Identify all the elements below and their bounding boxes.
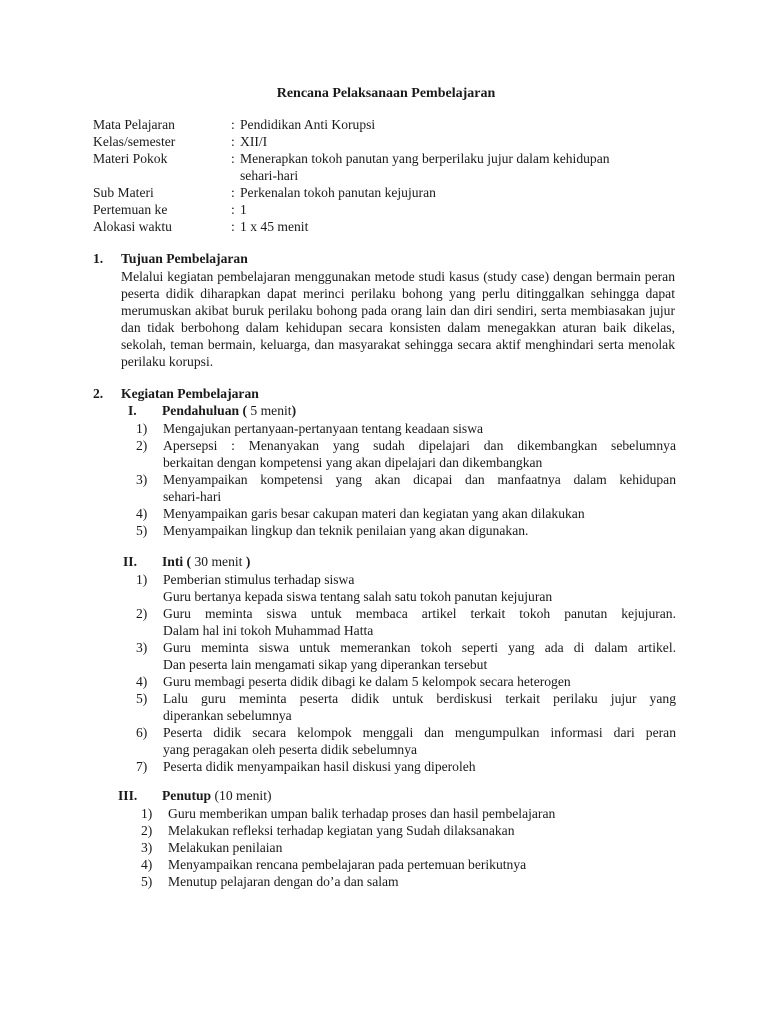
list-item (136, 673, 676, 690)
item-number: 4) (136, 674, 148, 689)
subsection-label: Inti ( (162, 554, 192, 569)
meta-separator: : (231, 117, 235, 132)
item-number: 3) (136, 472, 148, 487)
section-title: Tujuan Pembelajaran (121, 251, 248, 266)
item-number: 2) (141, 823, 153, 838)
meta-separator: : (231, 151, 235, 166)
list-inti (136, 571, 676, 775)
item-text-line: Guru bertanya kepada siswa tentang salah satu tokoh panutan kejujuran (163, 589, 553, 604)
list-item (136, 639, 676, 673)
meta-separator: : (231, 202, 235, 217)
section-paragraph-tujuan: Melalui kegiatan pembelajaran menggunakan metode studi kasus (study case) dengan bermain peran peserta didik diharapkan dapat merinci perilaku bohong yang perlu ditinggalkan sehingga dapat merumuskan akibat buruk perilaku bohong pada orang lain dan diri sendiri, serta membiasakan jujur dan tidak berbohong dalam kehidupan secara konsisten dalam menegakkan aturan baik dikelas, sekolah, teman bermain, keluarga, dan masyarakat sehingga secara aktif menghindari serta menolak perilaku korupsi. (121, 269, 675, 369)
item-number: 4) (136, 506, 148, 521)
meta-row-submaterial (93, 184, 683, 201)
item-number: 5) (141, 874, 153, 889)
item-text-line: Menyampaikan kompetensi yang akan dicapai dan manfaatnya dalam kehidupan (163, 472, 676, 487)
subsection-numeral: III. (118, 788, 138, 803)
meta-label: Pertemuan ke (93, 202, 168, 217)
meta-label: Alokasi waktu (93, 219, 172, 234)
item-text (163, 471, 676, 505)
meta-value: Perkenalan tokoh panutan kejujuran (240, 185, 436, 200)
subsection-time: 5 menit (247, 403, 292, 418)
item-number: 1) (136, 572, 148, 587)
list-item (141, 822, 681, 839)
list-item (136, 605, 676, 639)
item-text-line: Peserta didik secara kelompok menggali dan mengumpulkan informasi dari peran (163, 725, 676, 740)
meta-value: 1 (240, 202, 247, 217)
meta-separator: : (231, 219, 235, 234)
meta-label: Sub Materi (93, 185, 154, 200)
item-number: 2) (136, 606, 148, 621)
list-item (136, 505, 676, 522)
metadata-table (93, 116, 683, 235)
meta-separator: : (231, 134, 235, 149)
item-number: 1) (136, 421, 148, 436)
item-text-line: Guru meminta siswa untuk memerankan tokoh seperti yang ada di dalam artikel. (163, 640, 676, 655)
item-text: Mengajukan pertanyaan-pertanyaan tentang keadaan siswa (163, 421, 484, 436)
item-text: Guru membagi peserta didik dibagi ke dalam 5 kelompok secara heterogen (163, 674, 571, 689)
item-text (163, 605, 676, 639)
item-text (163, 571, 676, 605)
meta-label: Materi Pokok (93, 151, 168, 166)
subsection-heading-inti (123, 554, 250, 570)
item-number: 3) (136, 640, 148, 655)
meta-value: Pendidikan Anti Korupsi (240, 117, 376, 132)
list-item (136, 571, 676, 605)
list-item (136, 420, 676, 437)
item-text-line: Guru meminta siswa untuk membaca artikel terkait tokoh panutan kejujuran. (163, 606, 676, 621)
item-number: 7) (136, 759, 148, 774)
item-number: 5) (136, 523, 148, 538)
subsection-heading-penutup (118, 788, 272, 804)
item-text-line: diperankan sebelumnya (163, 708, 292, 723)
meta-row-time (93, 218, 683, 235)
subsection-time: (10 menit) (211, 788, 272, 803)
list-item (141, 873, 681, 890)
item-text: Peserta didik menyampaikan hasil diskusi yang diperoleh (163, 759, 476, 774)
item-text-line: Lalu guru meminta peserta didik untuk berdiskusi terkait perilaku jujur yang (163, 691, 676, 706)
item-text: Menyampaikan rencana pembelajaran pada pertemuan berikutnya (168, 857, 527, 872)
list-item (136, 437, 676, 471)
meta-row-class (93, 133, 683, 150)
page-title: Rencana Pelaksanaan Pembelajaran (276, 86, 496, 101)
item-text (163, 437, 676, 471)
list-item (136, 724, 676, 758)
item-text-line: yang peragakan oleh peserta didik sebelumnya (163, 742, 418, 757)
item-text: Menyampaikan lingkup dan teknik penilaian yang akan digunakan. (163, 523, 529, 538)
item-text (163, 724, 676, 758)
list-item (136, 471, 676, 505)
meta-value: XII/I (240, 134, 268, 149)
item-number: 6) (136, 725, 148, 740)
item-text-line: Apersepsi : Menanyakan yang sudah dipelajari dan dikembangkan sebelumnya (163, 438, 676, 453)
item-number: 3) (141, 840, 153, 855)
meta-value-line: Menerapkan tokoh panutan yang berperilaku jujur dalam kehidupan (240, 151, 610, 166)
section-heading-kegiatan (93, 386, 259, 402)
item-text: Menyampaikan garis besar cakupan materi dan kegiatan yang akan dilakukan (163, 506, 585, 521)
section-heading-tujuan (93, 251, 248, 267)
meta-value: 1 x 45 menit (240, 219, 309, 234)
section-number: 2. (93, 386, 104, 401)
item-text: Melakukan penilaian (168, 840, 283, 855)
item-text (163, 639, 676, 673)
subsection-close: ) (291, 403, 297, 418)
list-item (136, 522, 676, 539)
meta-separator: : (231, 185, 235, 200)
list-item (141, 856, 681, 873)
meta-row-meeting (93, 201, 683, 218)
subsection-heading-pendahuluan (128, 403, 296, 419)
item-number: 5) (136, 691, 148, 706)
meta-value (240, 150, 683, 184)
subsection-numeral: II. (123, 554, 137, 569)
list-item (136, 690, 676, 724)
item-text (163, 690, 676, 724)
list-penutup (141, 805, 681, 890)
item-text-line: sehari-hari (163, 489, 222, 504)
item-number: 1) (141, 806, 153, 821)
list-item (141, 839, 681, 856)
meta-row-subject (93, 116, 683, 133)
meta-value-line: sehari-hari (240, 168, 299, 183)
subsection-time: 30 menit (191, 554, 246, 569)
item-text: Guru memberikan umpan balik terhadap proses dan hasil pembelajaran (168, 806, 556, 821)
item-text-line: Pemberian stimulus terhadap siswa (163, 572, 355, 587)
item-text: Melakukan refleksi terhadap kegiatan yang Sudah dilaksanakan (168, 823, 515, 838)
meta-row-material (93, 150, 683, 184)
subsection-label: Pendahuluan ( (162, 403, 247, 418)
meta-label: Mata Pelajaran (93, 117, 175, 132)
list-item (136, 758, 676, 775)
subsection-label: Penutup (162, 788, 212, 803)
item-number: 2) (136, 438, 148, 453)
section-title: Kegiatan Pembelajaran (121, 386, 259, 401)
subsection-close: ) (245, 554, 251, 569)
item-text-line: berkaitan dengan kompetensi yang akan dipelajari dan dikembangkan (163, 455, 543, 470)
item-text-line: Dalam hal ini tokoh Muhammad Hatta (163, 623, 374, 638)
item-text-line: Dan peserta lain mengamati sikap yang diperankan tersebut (163, 657, 488, 672)
list-item (141, 805, 681, 822)
meta-label: Kelas/semester (93, 134, 176, 149)
item-number: 4) (141, 857, 153, 872)
subsection-numeral: I. (128, 403, 137, 418)
item-text: Menutup pelajaran dengan do’a dan salam (168, 874, 399, 889)
list-pendahuluan (136, 420, 676, 539)
section-number: 1. (93, 251, 104, 266)
